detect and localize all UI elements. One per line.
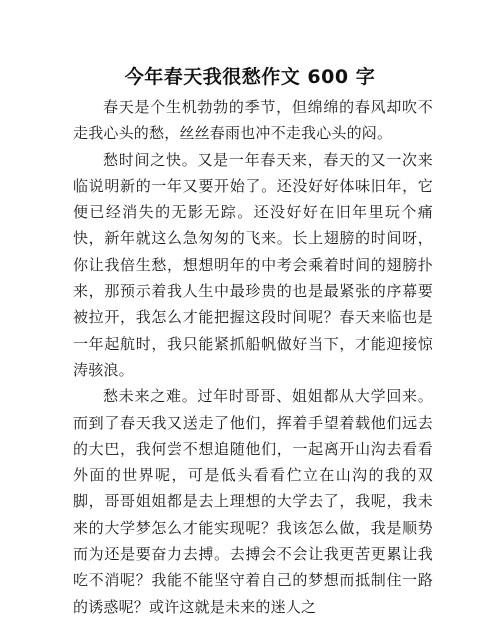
paragraph: 愁未来之难。过年时哥哥、姐姐都从大学回来。而到了春天我又送走了他们，挥着手望着载他们远去的大巴，我何尝不想追随他们，一起离开山沟去看看外面的世界呢，可是低头看看伫立在山沟的我的双脚，哥哥姐姐都是去上理想的大学去了，我呢，我未来的大学梦怎么才能实现呢？我该怎么做，我是顺势而为还是要奋力去搏。去搏会不会让我更苦更累让我吃不消呢？我能不能坚守着自己的梦想而抵制住一路的诱惑呢？或许这就是未来的迷人之 — [73, 387, 433, 616]
paragraph: 愁时间之快。又是一年春天来，春天的又一次来临说明新的一年又要开始了。还没好好体味旧年，它便已经消失的无影无踪。还没好好在旧年里玩个痛快，新年就这么急匆匆的飞来。长上翅膀的时间呀，你让我倍生愁，想想明年的中考会乘着时间的翅膀扑来，那预示着我人生中最珍贵的也是最紧张的序幕要被拉开，我怎么才能把握这段时间呢？春天来临也是一年起航时，我只能紧抓船帆做好当下，才能迎接惊涛骇浪。 — [73, 150, 433, 379]
document-body — [73, 94, 433, 620]
document-title: 今年春天我很愁作文 600 字 — [124, 66, 376, 88]
paragraph: 春天是个生机勃勃的季节，但绵绵的春风却吹不走我心头的愁，丝丝春雨也冲不走我心头的闷。 — [73, 98, 433, 143]
